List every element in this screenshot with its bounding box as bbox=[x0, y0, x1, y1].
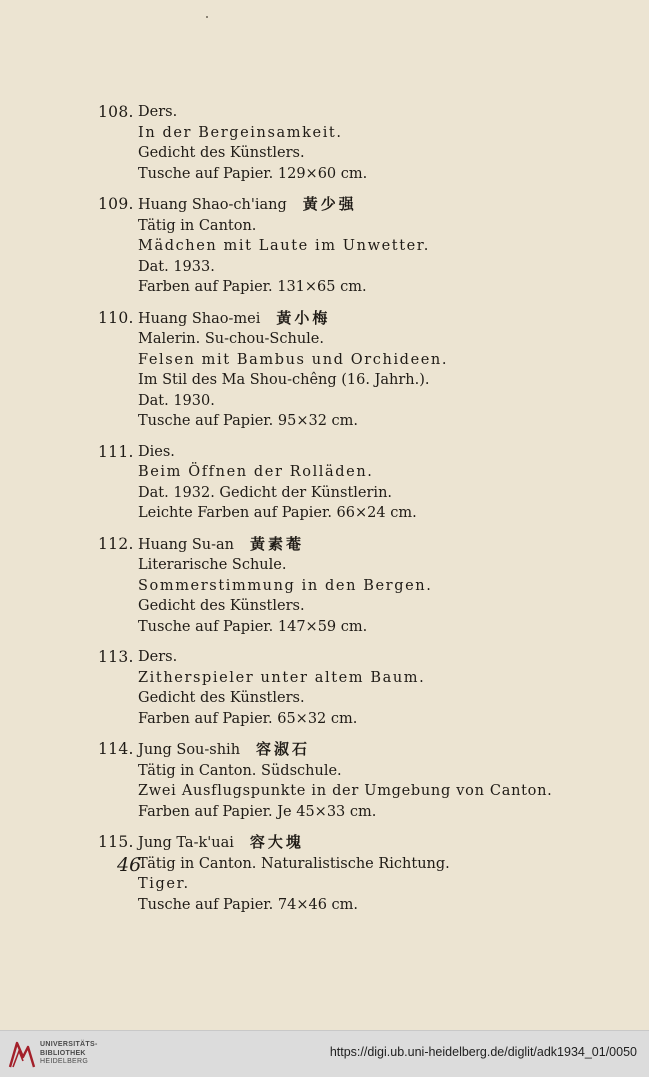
artist-name: Jung Ta-k'uai bbox=[138, 835, 234, 851]
entry-line: Dat. 1933. bbox=[138, 258, 215, 275]
artist-name: Huang Su-an bbox=[138, 536, 235, 553]
entry-number: 113. bbox=[98, 648, 134, 666]
artist-name: Ders. bbox=[138, 649, 178, 665]
entry-line: Tusche auf Papier. 74×46 cm. bbox=[138, 896, 359, 913]
catalog-entry bbox=[98, 739, 638, 822]
catalog-entry bbox=[98, 534, 638, 638]
catalog-entry bbox=[98, 102, 638, 184]
entry-line: Dat. 1930. bbox=[138, 392, 215, 409]
artist-name-chinese: 黃素菴 bbox=[250, 534, 305, 553]
entry-line: Dat. 1932. Gedicht der Künstlerin. bbox=[138, 484, 393, 501]
catalog-entry bbox=[98, 194, 638, 298]
entry-line: Im Stil des Ma Shou-chêng (16. Jahrh.). bbox=[138, 372, 430, 388]
entry-line: Tusche auf Papier. 95×32 cm. bbox=[138, 413, 359, 429]
artwork-title: Zwei Ausflugspunkte in der Umgebung von Canton. bbox=[138, 783, 553, 799]
artist-name: Ders. bbox=[138, 104, 178, 120]
viewer-footer bbox=[0, 1030, 649, 1077]
entry-number: 108. bbox=[98, 103, 134, 121]
entry-line: Literarische Schule. bbox=[138, 557, 287, 573]
entry-line: Tätig in Canton. Südschule. bbox=[138, 762, 342, 779]
entry-line: Gedicht des Künstlers. bbox=[138, 145, 305, 161]
entry-line: Malerin. Su-chou-Schule. bbox=[138, 331, 324, 347]
artwork-title: Beim Öffnen der Rolläden. bbox=[138, 464, 374, 480]
entry-line: Tätig in Canton. bbox=[138, 217, 257, 234]
entry-number: 114. bbox=[98, 740, 134, 758]
entry-line: Leichte Farben auf Papier. 66×24 cm. bbox=[138, 505, 417, 521]
entry-line: Farben auf Papier. 65×32 cm. bbox=[138, 710, 358, 727]
artist-name: Dies. bbox=[138, 443, 175, 460]
entry-number: 115. bbox=[98, 833, 134, 851]
page-speck bbox=[206, 16, 208, 18]
artwork-title: Zitherspieler unter altem Baum. bbox=[138, 669, 426, 686]
artwork-title: In der Bergeinsamkeit. bbox=[138, 124, 343, 141]
entry-number: 109. bbox=[98, 195, 134, 213]
artist-name-chinese: 容大塊 bbox=[249, 833, 304, 851]
artist-name: Jung Sou-shih bbox=[138, 742, 241, 758]
catalog-entries bbox=[98, 102, 638, 925]
artist-name-chinese: 容淑石 bbox=[256, 740, 311, 758]
entry-line: Tusche auf Papier. 129×60 cm. bbox=[138, 165, 368, 182]
institution-name: UNIVERSITÄTS- BIBLIOTHEK HEIDELBERG bbox=[40, 1041, 98, 1065]
entry-line: Farben auf Papier. Je 45×33 cm. bbox=[138, 803, 377, 820]
entry-number: 110. bbox=[98, 308, 134, 327]
artist-name-chinese: 黃小梅 bbox=[276, 308, 331, 327]
library-logo-icon bbox=[8, 1039, 36, 1069]
entry-line: Farben auf Papier. 131×65 cm. bbox=[138, 279, 367, 295]
catalog-entry bbox=[98, 832, 638, 915]
entry-number: 112. bbox=[98, 534, 134, 553]
catalog-entry bbox=[98, 308, 638, 432]
artist-name: Huang Shao-mei bbox=[138, 310, 261, 327]
entry-line: Tusche auf Papier. 147×59 cm. bbox=[138, 618, 368, 635]
artwork-title: Tiger. bbox=[138, 876, 190, 892]
artwork-title: Mädchen mit Laute im Unwetter. bbox=[138, 238, 430, 254]
artist-name: Huang Shao-ch'iang bbox=[138, 197, 287, 213]
source-url-link[interactable]: https://digi.ub.uni-heidelberg.de/diglit/adk1934_01/0050 bbox=[329, 1045, 637, 1059]
catalog-entry bbox=[98, 647, 638, 729]
artist-name-chinese: 黃少强 bbox=[302, 195, 357, 213]
artwork-title: Sommerstimmung in den Bergen. bbox=[138, 577, 433, 594]
catalog-entry bbox=[98, 442, 638, 524]
entry-number: 111. bbox=[98, 442, 134, 461]
entry-line: Tätig in Canton. Naturalistische Richtung. bbox=[138, 855, 450, 872]
page-number: 46 bbox=[117, 854, 142, 876]
entry-line: Gedicht des Künstlers. bbox=[138, 690, 305, 706]
entry-line: Gedicht des Künstlers. bbox=[138, 598, 305, 614]
artwork-title: Felsen mit Bambus und Orchideen. bbox=[138, 351, 449, 368]
